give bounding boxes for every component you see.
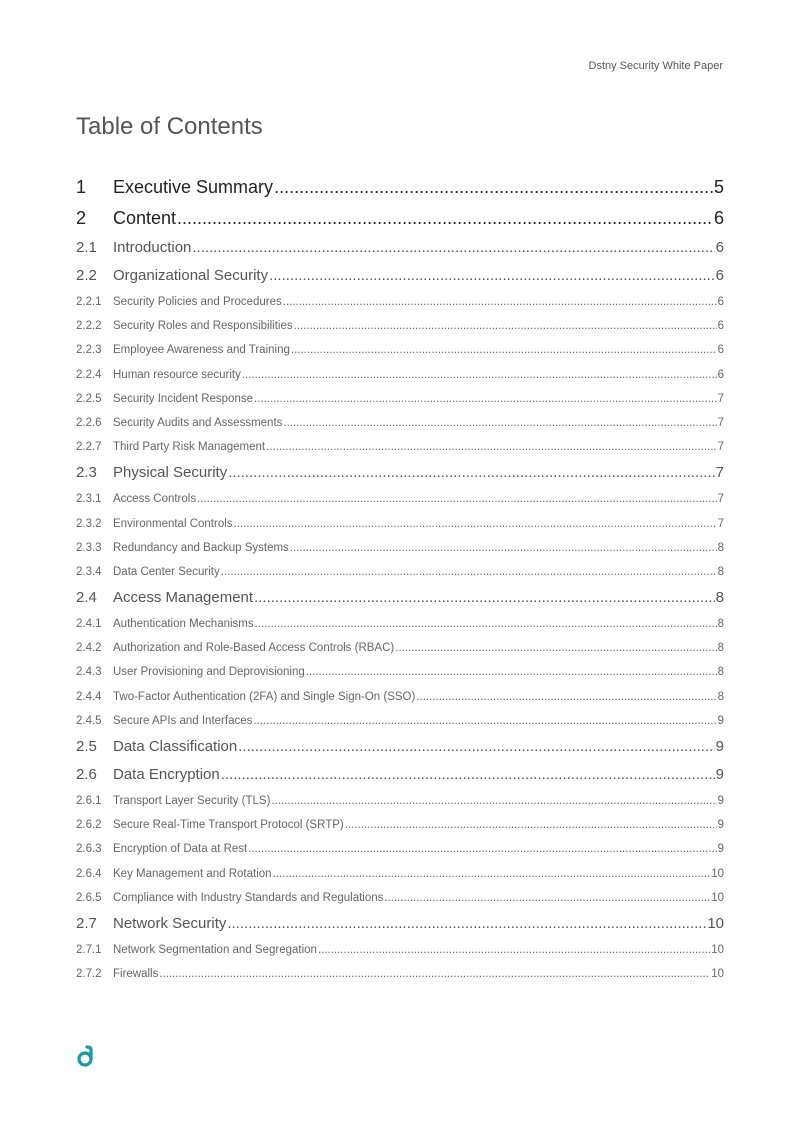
toc-dot-leader — [273, 862, 711, 886]
toc-entry-page-number[interactable]: 6 — [715, 239, 724, 256]
toc-entry[interactable] — [76, 862, 724, 886]
toc-dot-leader — [228, 459, 714, 487]
toc-dot-leader — [159, 962, 710, 986]
dstny-logo-icon — [76, 1044, 98, 1068]
toc-dot-leader — [197, 487, 717, 511]
toc-entry[interactable] — [76, 636, 724, 660]
toc-entry-number: 2.3 — [76, 464, 97, 482]
toc-dot-leader — [253, 709, 716, 733]
toc-dot-leader — [242, 363, 717, 387]
toc-entry-number: 2.4 — [76, 589, 97, 607]
toc-dot-leader — [416, 685, 716, 709]
toc-dot-leader — [221, 560, 717, 584]
toc-dot-leader — [266, 435, 716, 459]
toc-entry-title[interactable]: Security Policies and Procedures — [113, 296, 282, 308]
toc-entry-title[interactable]: Content — [113, 208, 177, 228]
toc-entry-page-number[interactable]: 9 — [717, 714, 724, 727]
toc-entry-title[interactable]: Organizational Security — [113, 267, 269, 284]
toc-entry-page-number[interactable]: 8 — [717, 642, 724, 655]
toc-dot-leader — [227, 910, 706, 938]
toc-entry[interactable] — [76, 584, 724, 612]
toc-entry-title[interactable]: Data Encryption — [113, 766, 220, 783]
toc-entry[interactable] — [76, 813, 724, 837]
toc-entry-number: 2.3.2 — [76, 517, 102, 530]
toc-entry-number: 2.4.1 — [76, 618, 102, 631]
toc-entry-number: 2.7.2 — [76, 968, 102, 981]
toc-entry[interactable] — [76, 314, 724, 338]
page-title: Table of Contents — [76, 113, 263, 140]
toc-entry[interactable] — [76, 338, 724, 362]
toc-entry[interactable] — [76, 512, 724, 536]
toc-entry-page-number[interactable]: 10 — [711, 867, 724, 880]
toc-entry-title[interactable]: Access Management — [113, 589, 254, 607]
toc-entry-page-number[interactable]: 6 — [713, 208, 724, 228]
toc-dot-leader — [255, 612, 717, 636]
toc-entry-page-number[interactable]: 7 — [717, 493, 724, 506]
toc-entry-page-number[interactable]: 7 — [717, 416, 724, 429]
toc-entry[interactable] — [76, 733, 724, 761]
toc-entry-page-number[interactable]: 6 — [717, 368, 724, 381]
toc-entry-title[interactable]: Physical Security — [113, 464, 228, 482]
toc-dot-leader — [306, 660, 717, 684]
toc-entry-number: 2.4.4 — [76, 690, 102, 703]
toc-dot-leader — [283, 411, 716, 435]
toc-entry-page-number[interactable]: 8 — [717, 666, 724, 679]
toc-entry-number: 1 — [76, 177, 87, 197]
toc-entry-number: 2.2.5 — [76, 392, 102, 405]
toc-entry-title[interactable]: Secure APIs and Interfaces — [113, 714, 253, 727]
toc-entry-title[interactable]: Data Classification — [113, 738, 238, 755]
toc-dot-leader — [318, 938, 710, 962]
toc-dot-leader — [234, 512, 717, 536]
toc-entry-number: 2.3.4 — [76, 565, 102, 578]
toc-entry-page-number[interactable]: 8 — [717, 565, 724, 578]
toc-dot-leader — [345, 813, 717, 837]
toc-dot-leader — [271, 789, 716, 813]
toc-entry-title[interactable]: Authorization and Role-Based Access Controls (RBAC) — [113, 642, 395, 655]
toc-entry-number: 2.2 — [76, 267, 97, 284]
toc-entry[interactable] — [76, 234, 724, 262]
toc-entry[interactable] — [76, 685, 724, 709]
toc-entry-number: 2.4.2 — [76, 642, 102, 655]
toc-entry-page-number[interactable]: 5 — [713, 177, 724, 197]
toc-entry-title[interactable]: Employee Awareness and Training — [113, 344, 290, 357]
toc-entry[interactable] — [76, 560, 724, 584]
toc-entry[interactable] — [76, 761, 724, 789]
toc-entry-number: 2.5 — [76, 738, 97, 755]
toc-entry-page-number[interactable]: 10 — [707, 914, 724, 932]
toc-entry-number: 2.7.1 — [76, 943, 102, 956]
toc-entry-title[interactable]: Introduction — [113, 239, 192, 256]
document-header-label: Dstny Security White Paper — [588, 60, 723, 72]
toc-entry-number: 2.4.3 — [76, 666, 102, 679]
toc-entry-page-number[interactable]: 8 — [717, 690, 724, 703]
toc-dot-leader — [254, 387, 717, 411]
toc-entry-number: 2.2.7 — [76, 441, 102, 454]
toc-entry-page-number[interactable]: 6 — [717, 344, 724, 357]
toc-entry-number: 2.2.2 — [76, 320, 102, 333]
toc-entry-title[interactable]: Environmental Controls — [113, 517, 233, 530]
toc-entry[interactable] — [76, 172, 724, 203]
toc-dot-leader — [177, 203, 713, 234]
toc-entry-number: 2.3.3 — [76, 541, 102, 554]
toc-entry-title[interactable]: Authentication Mechanisms — [113, 618, 254, 631]
toc-entry[interactable] — [76, 435, 724, 459]
toc-entry[interactable] — [76, 789, 724, 813]
toc-entry[interactable] — [76, 262, 724, 290]
toc-entry-page-number[interactable]: 7 — [717, 392, 724, 405]
toc-entry[interactable] — [76, 837, 724, 861]
toc-entry-title[interactable]: Access Controls — [113, 493, 197, 506]
toc-entry-page-number[interactable]: 9 — [717, 819, 724, 832]
toc-entry-page-number[interactable]: 8 — [717, 618, 724, 631]
toc-entry-title[interactable]: Redundancy and Backup Systems — [113, 541, 289, 554]
toc-dot-leader — [238, 733, 714, 761]
toc-entry-number: 2.6.1 — [76, 795, 102, 807]
toc-entry-number: 2.2.4 — [76, 368, 102, 381]
toc-entry-page-number[interactable]: 6 — [717, 296, 724, 308]
toc-entry-page-number[interactable]: 8 — [715, 589, 724, 607]
toc-entry[interactable] — [76, 487, 724, 511]
toc-entry-number: 2.7 — [76, 914, 97, 932]
toc-entry-page-number[interactable]: 7 — [717, 517, 724, 530]
toc-entry-page-number[interactable]: 8 — [717, 541, 724, 554]
toc-entry-title[interactable]: Security Audits and Assessments — [113, 416, 283, 429]
toc-entry[interactable] — [76, 886, 724, 910]
toc-entry[interactable] — [76, 203, 724, 234]
toc-entry-page-number[interactable]: 9 — [715, 738, 724, 755]
toc-entry-title[interactable]: Data Center Security — [113, 565, 220, 578]
toc-entry-number: 2.2.6 — [76, 416, 102, 429]
toc-dot-leader — [192, 234, 714, 262]
toc-entry-number: 2.1 — [76, 239, 97, 256]
toc-dot-leader — [291, 338, 717, 362]
toc-entry-number: 2.6.4 — [76, 867, 102, 880]
toc-entry-page-number[interactable]: 10 — [711, 968, 724, 981]
toc-entry[interactable] — [76, 962, 724, 986]
toc-entry-number: 2.3.1 — [76, 493, 102, 506]
toc-entry-page-number[interactable]: 10 — [711, 943, 724, 956]
toc-dot-leader — [395, 636, 716, 660]
toc-entry-number: 2.6 — [76, 766, 97, 783]
toc-dot-leader — [248, 837, 716, 861]
toc-entry-page-number[interactable]: 6 — [715, 267, 724, 284]
toc-entry-number: 2.2.1 — [76, 296, 102, 308]
toc-dot-leader — [290, 536, 717, 560]
toc-entry[interactable] — [76, 363, 724, 387]
toc-entry-page-number[interactable]: 9 — [717, 843, 724, 856]
toc-entry-title[interactable]: Transport Layer Security (TLS) — [113, 795, 271, 807]
toc-dot-leader — [254, 584, 715, 612]
toc-entry-page-number[interactable]: 7 — [717, 441, 724, 454]
toc-entry-title[interactable]: Encryption of Data at Rest — [113, 843, 248, 856]
toc-entry-number: 2.6.3 — [76, 843, 102, 856]
toc-entry-title[interactable]: Key Management and Rotation — [113, 867, 272, 880]
toc-entry-page-number[interactable]: 9 — [717, 795, 724, 807]
toc-entry[interactable] — [76, 387, 724, 411]
toc-dot-leader — [221, 761, 715, 789]
toc-entry[interactable] — [76, 938, 724, 962]
toc-entry-title[interactable]: Firewalls — [113, 968, 159, 981]
toc-entry-title[interactable]: Compliance with Industry Standards and Regulations — [113, 891, 384, 904]
toc-entry-page-number[interactable]: 7 — [715, 464, 724, 482]
toc-entry[interactable] — [76, 411, 724, 435]
toc-entry-number: 2.6.2 — [76, 819, 102, 832]
toc-entry-title[interactable]: Secure Real-Time Transport Protocol (SRTP) — [113, 819, 344, 832]
toc-entry[interactable] — [76, 660, 724, 684]
toc-entry-title[interactable]: Security Incident Response — [113, 392, 253, 405]
table-of-contents — [76, 172, 724, 986]
toc-entry[interactable] — [76, 536, 724, 560]
toc-dot-leader — [269, 262, 715, 290]
toc-entry-title[interactable]: Human resource security — [113, 368, 241, 381]
toc-dot-leader — [283, 290, 717, 314]
toc-entry[interactable] — [76, 290, 724, 314]
toc-entry-title[interactable]: Executive Summary — [113, 177, 274, 197]
toc-dot-leader — [384, 886, 710, 910]
toc-entry-title[interactable]: Network Security — [113, 914, 227, 932]
toc-entry-page-number[interactable]: 6 — [717, 320, 724, 333]
toc-entry-title[interactable]: Third Party Risk Management — [113, 441, 266, 454]
toc-entry-title[interactable]: User Provisioning and Deprovisioning — [113, 666, 305, 679]
toc-entry-number: 2.2.3 — [76, 344, 102, 357]
toc-entry-number: 2.6.5 — [76, 891, 102, 904]
toc-dot-leader — [274, 172, 713, 203]
toc-entry-title[interactable]: Network Segmentation and Segregation — [113, 943, 317, 956]
toc-entry[interactable] — [76, 910, 724, 938]
toc-entry-number: 2.4.5 — [76, 714, 102, 727]
toc-entry-number: 2 — [76, 208, 87, 228]
toc-entry[interactable] — [76, 459, 724, 487]
toc-entry-page-number[interactable]: 9 — [715, 766, 724, 783]
toc-entry-title[interactable]: Security Roles and Responsibilities — [113, 320, 293, 333]
toc-dot-leader — [294, 314, 717, 338]
toc-entry-page-number[interactable]: 10 — [711, 891, 724, 904]
toc-entry-title[interactable]: Two-Factor Authentication (2FA) and Single Sign-On (SSO) — [113, 690, 416, 703]
toc-entry[interactable] — [76, 709, 724, 733]
toc-entry[interactable] — [76, 612, 724, 636]
